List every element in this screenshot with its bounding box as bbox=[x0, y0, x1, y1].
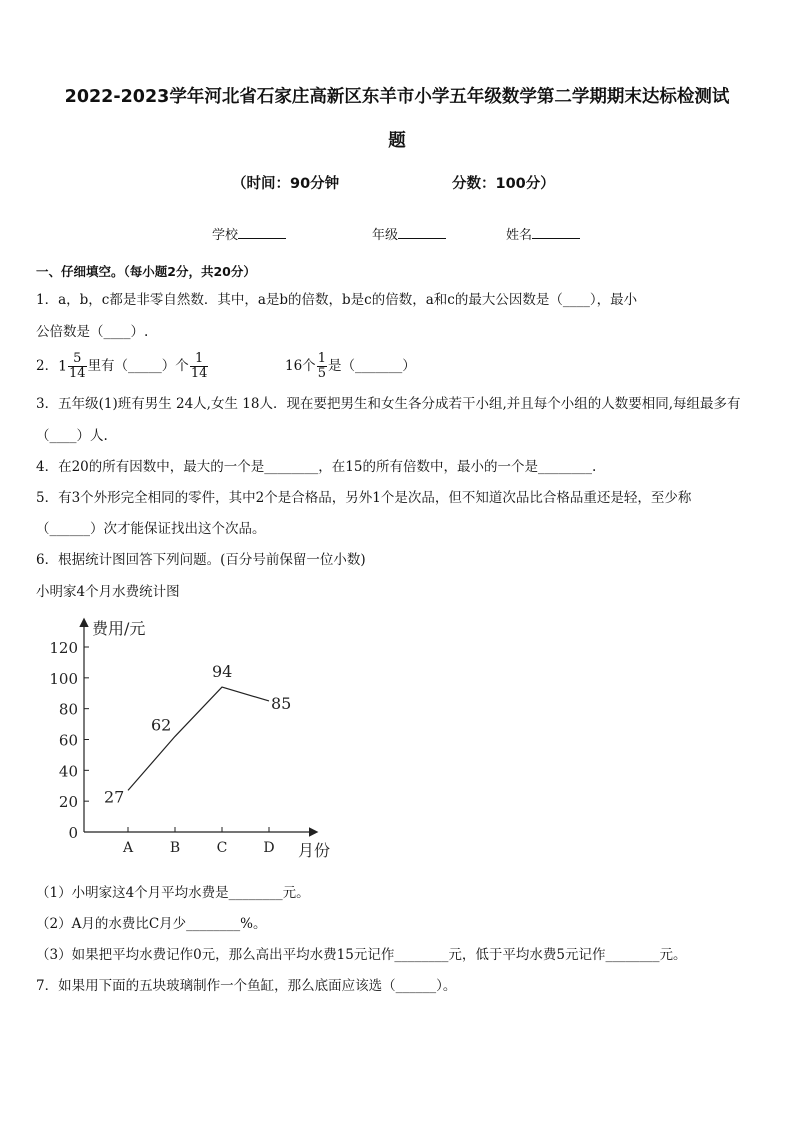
q2-mid: 里有（_____）个 bbox=[87, 358, 189, 374]
q1-line2: 公倍数是（____）. bbox=[36, 324, 149, 340]
q3-line2: （____）人. bbox=[36, 428, 108, 444]
doc-title-line2: 题 bbox=[388, 131, 406, 151]
y-axis-label: 费用/元 bbox=[92, 619, 146, 638]
q2-whole: 1 bbox=[58, 358, 68, 375]
name-field bbox=[506, 224, 580, 243]
q2-frac3: $\frac{1}{5}$ bbox=[317, 351, 326, 381]
y-tick-label: 60 bbox=[58, 731, 78, 750]
q6-sub3: （3）如果把平均水费记作0元，那么高出平均水费15元记作________元，低于平均水费5元记作________元。 bbox=[36, 947, 687, 963]
q2 bbox=[36, 348, 209, 385]
name-blank bbox=[532, 226, 580, 239]
x-axis-label: 月份 bbox=[298, 841, 331, 860]
data-label: 62 bbox=[151, 715, 172, 735]
data-label: 27 bbox=[104, 787, 125, 807]
time-info: （时间：90分钟 bbox=[232, 176, 340, 192]
q6-sub1: （1）小明家这4个月平均水费是________元。 bbox=[36, 885, 310, 901]
y-tick-label: 100 bbox=[49, 669, 78, 688]
q1-line1: 1．a，b，c都是非零自然数．其中，a是b的倍数，b是c的倍数，a和c的最大公因数是（____），最小 bbox=[36, 292, 638, 308]
grade-label: 年级 bbox=[372, 228, 399, 243]
chart-caption: 小明家4个月水费统计图 bbox=[36, 584, 180, 600]
x-tick-label: B bbox=[169, 840, 181, 856]
q2-prefix: 2． bbox=[36, 358, 59, 374]
q5-line1: 5．有3个外形完全相同的零件，其中2个是合格品，另外1个是次品，但不知道次品比合格品重还是轻，至少称 bbox=[36, 490, 692, 506]
doc-title-line1: 2022-2023学年河北省石家庄高新区东羊市小学五年级数学第二学期期末达标检测试 bbox=[64, 87, 730, 107]
x-tick-label: C bbox=[216, 840, 228, 856]
q4: 4．在20的所有因数中，最大的一个是________，在15的所有倍数中，最小的一个是________. bbox=[36, 459, 597, 475]
y-tick-label: 80 bbox=[58, 700, 78, 719]
school-blank bbox=[238, 226, 286, 239]
q2-part2 bbox=[285, 348, 416, 384]
school-label: 学校 bbox=[212, 228, 239, 243]
q2-frac2: $\frac{1}{14}$ bbox=[190, 351, 208, 381]
data-label: 94 bbox=[212, 662, 233, 682]
q6-sub2: （2）A月的水费比C月少________%。 bbox=[36, 916, 267, 932]
x-tick-label: A bbox=[122, 840, 134, 856]
y-tick-label: 0 bbox=[68, 824, 78, 842]
y-tick-label: 40 bbox=[58, 762, 78, 781]
x-tick-label: D bbox=[263, 840, 275, 856]
score-info: 分数：100分） bbox=[452, 176, 555, 192]
section-1-heading: 一、仔细填空。（每小题2分，共20分） bbox=[36, 264, 256, 279]
y-tick-label: 120 bbox=[49, 639, 78, 657]
q2-frac1: $\frac{5}{14}$ bbox=[69, 351, 86, 381]
q5-line2: （______）次才能保证找出这个次品。 bbox=[36, 521, 266, 537]
series-line bbox=[128, 687, 269, 790]
q2-part2-suffix: 是（_______） bbox=[327, 358, 416, 374]
q3-line1: 3．五年级(1)班有男生 24人,女生 18人．现在要把男生和女生各分成若干小组,并且每个小组的人数要相同,每组最多有 bbox=[36, 396, 741, 412]
school-field bbox=[212, 224, 286, 243]
q2-part2-prefix: 16个 bbox=[285, 358, 316, 374]
water-fee-chart bbox=[40, 610, 360, 865]
name-label: 姓名 bbox=[506, 228, 533, 243]
y-tick-label: 20 bbox=[58, 793, 78, 812]
q7: 7．如果用下面的五块玻璃制作一个鱼缸，那么底面应该选（______）。 bbox=[36, 978, 457, 994]
grade-blank bbox=[398, 226, 446, 239]
q6-intro: 6．根据统计图回答下列问题。(百分号前保留一位小数) bbox=[36, 552, 366, 568]
grade-field bbox=[372, 224, 446, 243]
data-label: 85 bbox=[271, 693, 292, 713]
